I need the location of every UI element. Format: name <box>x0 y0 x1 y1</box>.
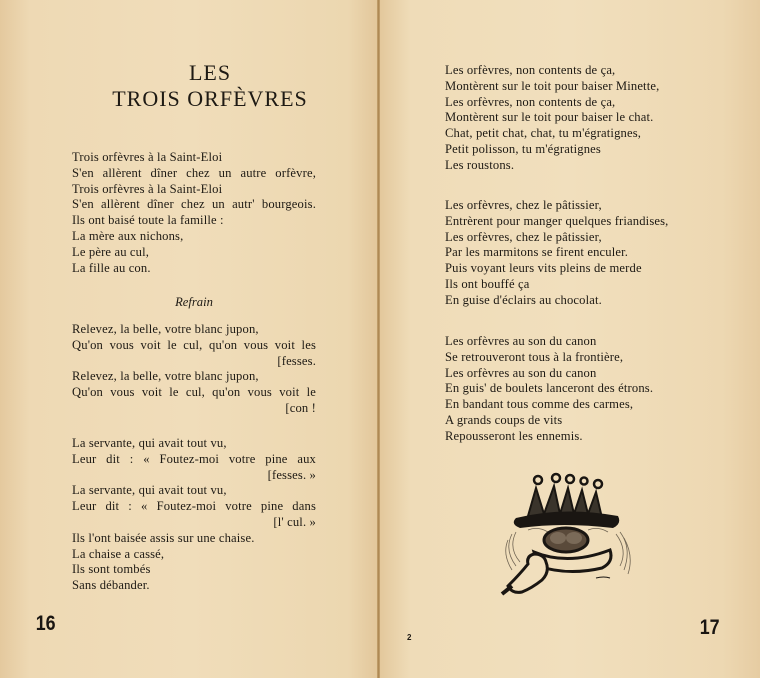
verse-line: S'en allèrent dîner chez un autre orfèvre, <box>72 165 316 180</box>
song-title-line2: TROIS ORFÈVRES <box>112 86 308 111</box>
verse-line: Par les marmitons se firent enculer. <box>445 245 629 260</box>
verse-line: Ils l'ont baisée assis sur une chaise. <box>72 530 255 545</box>
verse-line: Montèrent sur le toit pour baiser le chat. <box>445 110 654 125</box>
page-number-left: 16 <box>35 612 56 635</box>
verse-line: Qu'on vous voit le cul, qu'on vous voit le <box>72 385 316 400</box>
verse-line: En bandant tous comme des carmes, <box>445 397 634 412</box>
song-title-line1: LES <box>188 60 232 85</box>
verse-continuation: [con ! <box>285 400 316 415</box>
crowned-face-illustration-icon <box>498 466 638 598</box>
verse-line: En guise d'éclairs au chocolat. <box>445 292 602 307</box>
verse-line: Repousseront les ennemis. <box>445 428 583 443</box>
verse-line: Puis voyant leurs vits pleins de merde <box>445 261 642 276</box>
verse-line: Les orfèvres, chez le pâtissier, <box>445 198 602 212</box>
verse-line: Petit polisson, tu m'égratignes <box>445 141 601 156</box>
verse-line: Chat, petit chat, chat, tu m'égratignes, <box>445 126 642 141</box>
verse-line: Le père au cul, <box>72 244 150 259</box>
verse-continuation: [fesses. » <box>267 467 316 482</box>
verse-line: Les orfèvres, chez le pâtissier, <box>445 229 602 244</box>
refrain <box>72 322 316 417</box>
verse-line: La fille au con. <box>72 260 151 275</box>
verse-line: Leur dit : « Foutez-moi votre pine dans <box>72 499 316 514</box>
stanza-4 <box>445 198 693 309</box>
verse-line: Trois orfèvres à la Saint-Eloi <box>72 181 223 196</box>
stanza-1 <box>72 150 316 276</box>
refrain-heading: Refrain <box>175 295 213 309</box>
verse-line: La servante, qui avait tout vu, <box>72 483 227 498</box>
verse-line: Montèrent sur le toit pour baiser Minette, <box>445 78 660 93</box>
verse-line: Les orfèvres, non contents de ça, <box>445 94 616 109</box>
verse-continuation: [fesses. <box>277 353 316 368</box>
verse-line: S'en allèrent dîner chez un autr' bourgeois. <box>72 197 316 212</box>
verse-line: En guis' de boulets lanceront des étrons. <box>445 381 654 396</box>
verse-line: La chaise a cassé, <box>72 546 165 561</box>
verse-line: La servante, qui avait tout vu, <box>72 436 227 450</box>
verse-line: Les orfèvres, non contents de ça, <box>445 63 616 77</box>
verse-line: A grands coups de vits <box>445 412 563 427</box>
verse-line: Qu'on vous voit le cul, qu'on vous voit les <box>72 337 316 352</box>
left-page <box>0 0 378 678</box>
verse-line: Ils ont baisé toute la famille : <box>72 213 224 228</box>
verse-line: Entrèrent pour manger quelques friandises, <box>445 213 669 228</box>
verse-line: Relevez, la belle, votre blanc jupon, <box>72 369 259 384</box>
verse-line: Ils ont bouffé ça <box>445 276 530 291</box>
page-number-right: 17 <box>699 616 720 639</box>
verse-line: La mère aux nichons, <box>72 228 184 243</box>
verse-line: Se retrouveront tous à la frontière, <box>445 349 624 364</box>
signature-mark: 2 <box>407 633 412 642</box>
verse-continuation: [l' cul. » <box>273 514 316 529</box>
verse-line: Leur dit : « Foutez-moi votre pine aux <box>72 451 316 466</box>
verse-line: Les orfèvres au son du canon <box>445 365 597 380</box>
verse-line: Trois orfèvres à la Saint-Eloi <box>72 150 223 164</box>
stanza-2 <box>72 436 316 594</box>
verse-line: Sans débander. <box>72 578 150 593</box>
stanza-5 <box>445 334 693 445</box>
verse-line: Les roustons. <box>445 157 515 172</box>
verse-line: Ils sont tombés <box>72 562 151 577</box>
verse-line: Les orfèvres au son du canon <box>445 334 597 348</box>
stanza-3 <box>445 63 693 174</box>
verse-line: Relevez, la belle, votre blanc jupon, <box>72 322 259 336</box>
